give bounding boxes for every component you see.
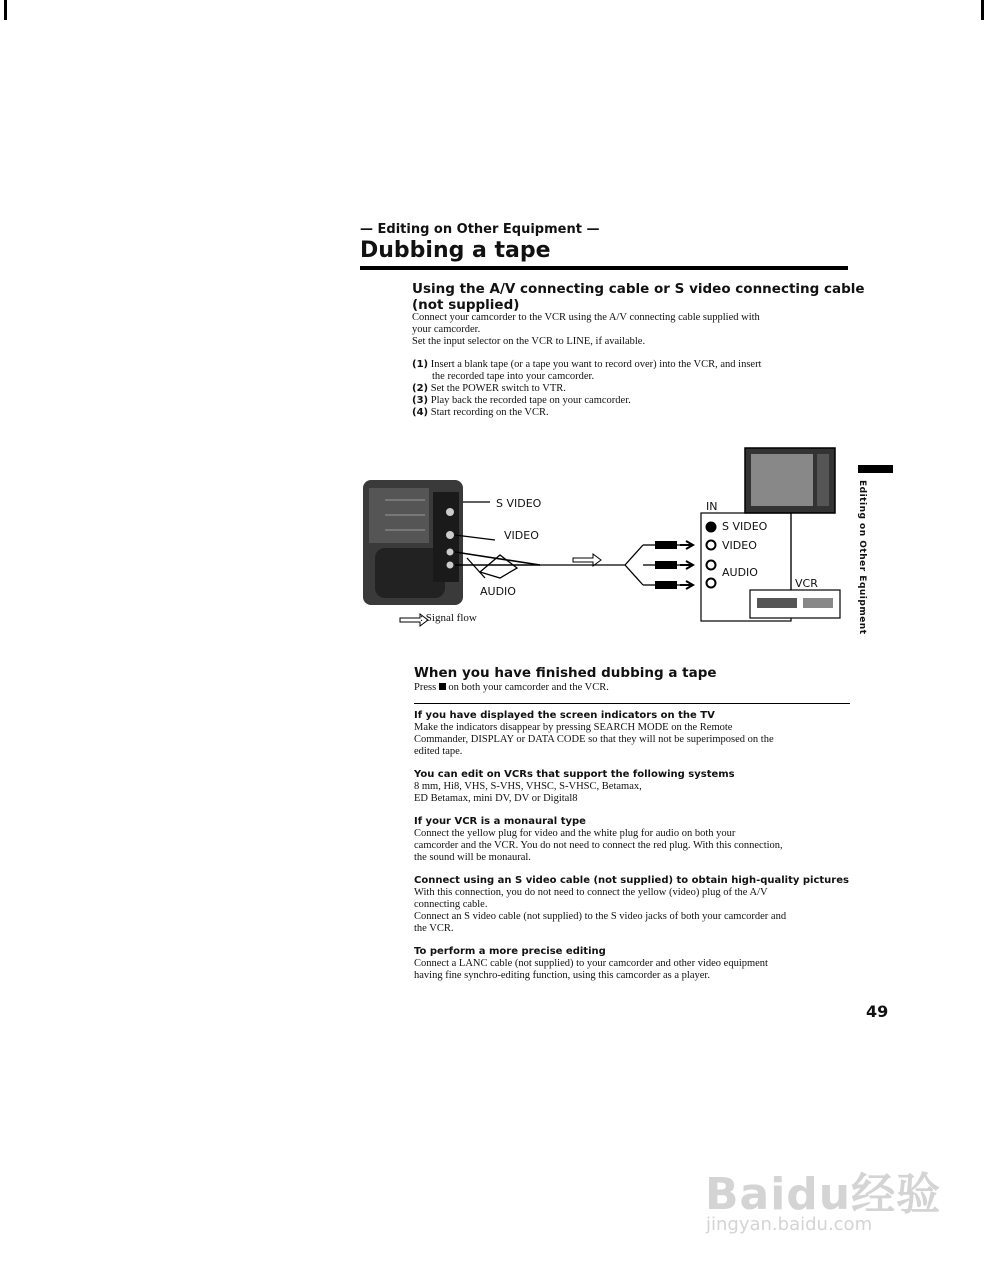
step-number: (3) [412,395,429,406]
notes-rule [414,703,850,704]
step-text: Start recording on the VCR. [430,407,549,418]
step-text: Set the POWER switch to VTR. [430,383,566,394]
page-title: Dubbing a tape [360,238,551,263]
note-heading: You can edit on VCRs that support the following systems [414,769,735,780]
step-item [412,395,852,407]
diagram-label-vcr-s-video: S VIDEO [722,520,768,533]
step-text: Insert a blank tape (or a tape you want to record over) into the VCR, and insert [430,359,762,370]
step-number: (2) [412,383,429,394]
note-line: Connect the yellow plug for video and the white plug for audio on both your [414,828,736,839]
note [414,710,859,758]
note [414,769,859,805]
note-line: camcorder and the VCR. You do not need to connect the red plug. With this connection, [414,840,783,851]
side-tab-label: Editing on Other Equipment [857,480,867,635]
diagram-label-vcr: VCR [795,577,818,590]
watermark-url: jingyan.baidu.com [706,1214,873,1235]
note-line: 8 mm, Hi8, VHS, S-VHS, VHSC, S-VHSC, Betamax, [414,781,642,792]
diagram-label-audio: AUDIO [480,585,516,598]
step-item [412,407,852,419]
note-line: edited tape. [414,746,463,757]
watermark-logo: Baidu经验 [705,1169,942,1220]
note-line: ED Betamax, mini DV, DV or Digital8 [414,793,578,804]
page-number: 49 [866,1002,889,1021]
scan-edge-mark [4,0,7,20]
finished-text [414,682,609,694]
note-heading: If you have displayed the screen indicators on the TV [414,710,715,721]
note-line: having fine synchro-editing function, using this camcorder as a player. [414,970,710,981]
note-line: With this connection, you do not need to connect the yellow (video) plug of the A/V [414,887,768,898]
side-tab-marker [858,465,893,473]
step-continuation: the recorded tape into your camcorder. [432,371,595,382]
step-item [412,383,852,395]
signal-flow-legend: : Signal flow [420,612,477,624]
note [414,816,859,864]
section-label: — Editing on Other Equipment — [360,222,600,237]
connection-diagram [355,440,855,640]
note-heading: To perform a more precise editing [414,946,606,957]
diagram-label-vcr-video: VIDEO [722,539,757,552]
step-number: (4) [412,407,429,418]
note-line: connecting cable. [414,899,488,910]
step-number: (1) [412,359,429,370]
section-heading-line: (not supplied) [412,297,520,313]
note-line: Make the indicators disappear by pressing SEARCH MODE on the Remote [414,722,733,733]
stop-icon [439,683,446,690]
note-heading: If your VCR is a monaural type [414,816,586,827]
note-line: the VCR. [414,923,454,934]
note-line: Connect a LANC cable (not supplied) to your camcorder and other video equipment [414,958,768,969]
diagram-label-s-video: S VIDEO [496,497,542,510]
diagram-label-vcr-audio: AUDIO [722,566,758,579]
note [414,946,859,982]
diagram-label-video: VIDEO [504,529,539,542]
step-text: Play back the recorded tape on your camcorder. [430,395,631,406]
step-item [412,359,852,371]
camcorder-illustration [363,480,463,605]
section-heading-line: Using the A/V connecting cable or S video connecting cable [412,281,865,297]
title-rule [360,266,848,270]
intro-line: Connect your camcorder to the VCR using the A/V connecting cable supplied with [412,312,760,323]
diagram-label-in: IN [706,500,718,513]
scan-edge-mark [981,0,984,20]
note-line: Connect an S video cable (not supplied) to the S video jacks of both your camcorder and [414,911,787,922]
section-heading [412,281,865,313]
note-line: the sound will be monaural. [414,852,531,863]
steps-list [412,359,852,419]
intro-text [412,312,760,348]
note [414,875,859,935]
intro-line: your camcorder. [412,324,481,335]
note-heading: Connect using an S video cable (not supplied) to obtain high-quality pictures [414,875,849,886]
intro-line: Set the input selector on the VCR to LINE, if available. [412,336,646,347]
finished-text-before: Press [414,682,437,693]
note-line: Commander, DISPLAY or DATA CODE so that they will not be superimposed on the [414,734,774,745]
notes-section [414,710,859,982]
finished-heading: When you have finished dubbing a tape [414,665,717,681]
finished-text-after: on both your camcorder and the VCR. [448,682,609,693]
